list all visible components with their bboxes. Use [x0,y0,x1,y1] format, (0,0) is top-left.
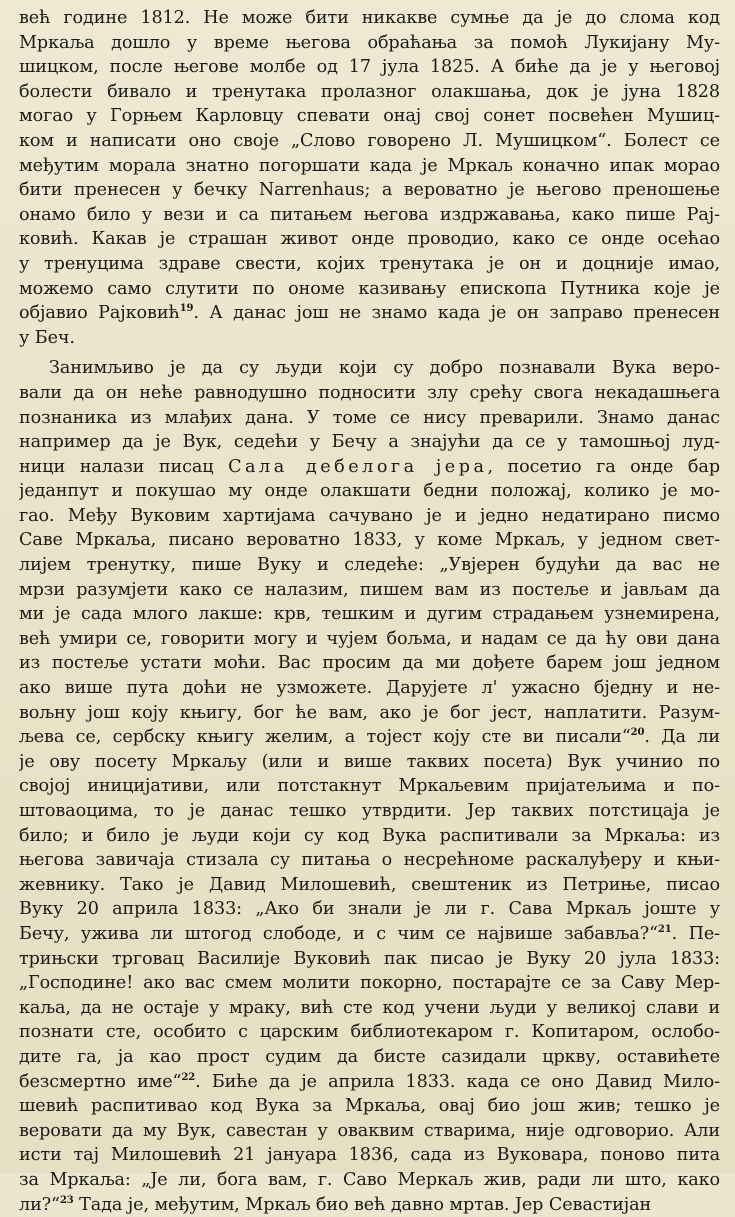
text-line: трињски трговац Василије Вуковић пак писао је Вуку 20 јула 1833: [19,947,720,972]
text-line: могао у Горњем Карловцу спевати онај свој сонет посвећен Мушиц- [19,104,720,129]
text-line: својој иницијативи, или потстакнут Мркаљевим пријатељима и по- [19,774,720,799]
text-line: ком и написати оно своје „Слово говорено Л. Мушицком“. Болест се [19,129,720,154]
text-line: објавио Рајковић$^{19}$. А данас још не знамо када је он заправо пренесен [19,301,720,326]
text-line: Вуку 20 априла 1833: „Ако би знали је ли г. Сава Мркаљ јоште у [19,897,720,922]
text-line: Саве Мркаља, писано вероватно 1833, у коме Мркаљ, у једном свет- [19,528,720,553]
text-line: Бечу, ужива ли штогод слободе, и с чим се највише забавља?“$^{21}$. Пе- [19,922,720,947]
text-line: Мркаља дошло у време његова обраћања за помоћ Лукијану Му- [19,31,720,56]
text-line: ници налази писац Сала дебелога јера, посетио га онде бар [19,455,720,480]
text-line: например да је Вук, седећи у Бечу а знајући да се у тамошњој луд- [19,430,720,455]
text-line: „Господине! ако вас смем молити покорно, постарајте се за Саву Мер- [19,971,720,996]
paragraph-1 [19,6,720,350]
text-line: међутим морала знатно погоршати када је Мркаљ коначно ипак морао [19,154,720,179]
book-title: Сала дебелога јера [228,457,487,477]
text-line: у Беч. [19,326,720,351]
footnote-ref: 20 [631,727,645,738]
text-line: штоваоцима, то је данас тешко утврдити. Јер таквих потстицаја је [19,799,720,824]
text-line: једанпут и покушао му онде олакшати бедни положај, колико је мо- [19,479,720,504]
text-line: ли?“$^{23}$ Тада је, међутим, Мркаљ био већ давно мртав. Јер Севастијан [19,1193,720,1217]
footnote-ref: 23 [60,1195,74,1206]
text-line: је ову посету Мркаљу (или и више таквих посета) Вук учинио по [19,750,720,775]
text-line: његова завичаја стизала су питања о несрећноме раскалуђеру и књи- [19,848,720,873]
text-line: мрзи разумјети како се налазим, пишем вам из постеље и јављам да [19,578,720,603]
text-line: љева се, сербску књигу желим, а тојест коју сте ви писали“$^{20}$. Да ли [19,725,720,750]
text-line: познаника из млађих дана. У томе се нису преварили. Знамо данас [19,406,720,431]
text-line: ми је сада млого лакше: крв, тешким и дугим страдањем узнемирена, [19,602,720,627]
paragraph-2 [19,356,720,1217]
text-line: вали да он неће равнодушно подносити злу срећу свога некадашњега [19,381,720,406]
text-line: гао. Међу Вуковим хартијама сачувано је и једно недатирано писмо [19,504,720,529]
text-line: безсмертно име“$^{22}$. Биће да је априла 1833. када се оно Давид Мило- [19,1070,720,1095]
text-line: познати сте, особито с царским библиотекаром г. Копитаром, ослобо- [19,1020,720,1045]
footnote-ref: 21 [658,924,672,935]
text-line: можемо само слутити по ономе казивању епископа Путника које је [19,277,720,302]
text-line: шевић распитивао код Вука за Мркаља, овај био још жив; тешко је [19,1094,720,1119]
text-line: већ године 1812. Не може бити никакве сумње да је до слома код [19,6,720,31]
text-line: болести бивало и тренутака пролазног олакшања, док је јуна 1828 [19,80,720,105]
text-line: у тренуцима здраве свести, којих тренутака је он и доцније имао, [19,252,720,277]
text-line: шицком, после његове молбе од 17 јула 1825. А биће да је у његовој [19,55,720,80]
text-body [19,6,720,1217]
footnote-ref: 22 [181,1072,195,1083]
text-line: већ умири се, говорити могу и чујем бољма, и надам се да ћу ови дана [19,627,720,652]
text-line: жевнику. Тако је Давид Милошевић, свештеник из Петриње, писао [19,873,720,898]
text-line: из постеље устати моћи. Вас просим да ми дођете барем још једном [19,651,720,676]
text-line: лијем тренутку, пише Вуку и следеће: „Увјерен будући да вас не [19,553,720,578]
text-line: дите га, ја као прост судим да бисте сазидали цркву, оставићете [19,1045,720,1070]
text-line: Занимљиво је да су људи који су добро познавали Вука веро- [19,356,720,381]
text-line: било; и било је људи који су код Вука распитивали за Мркаља: из [19,824,720,849]
text-line: бити пренесен у бечку Narrenhaus; а вероватно је његово преношење [19,178,720,203]
text-line: онамо било у вези и са питањем његова издржавања, како пише Рај- [19,203,720,228]
text-line: ако више пута доћи не узможете. Дарујете л' ужасно бједну и не- [19,676,720,701]
text-line: исти тај Милошевић 21 јануара 1836, сада из Вуковара, поново пита [19,1143,720,1168]
text-line: ковић. Какав је страшан живот онде проводио, како се онде осећао [19,227,720,252]
footnote-ref: 19 [180,303,194,314]
text-line: веровати да му Вук, савестан у оваквим стварима, није одговорио. Али [19,1119,720,1144]
text-line: каља, да не остаје у мраку, вић сте код учени људи у великој слави и [19,996,720,1021]
text-line: за Мркаља: „Је ли, бога вам, г. Саво Меркаљ жив, ради ли што, како [19,1168,720,1193]
text-line: вољну још коју књигу, бог ће вам, ако је бог јест, наплатити. Разум- [19,701,720,726]
